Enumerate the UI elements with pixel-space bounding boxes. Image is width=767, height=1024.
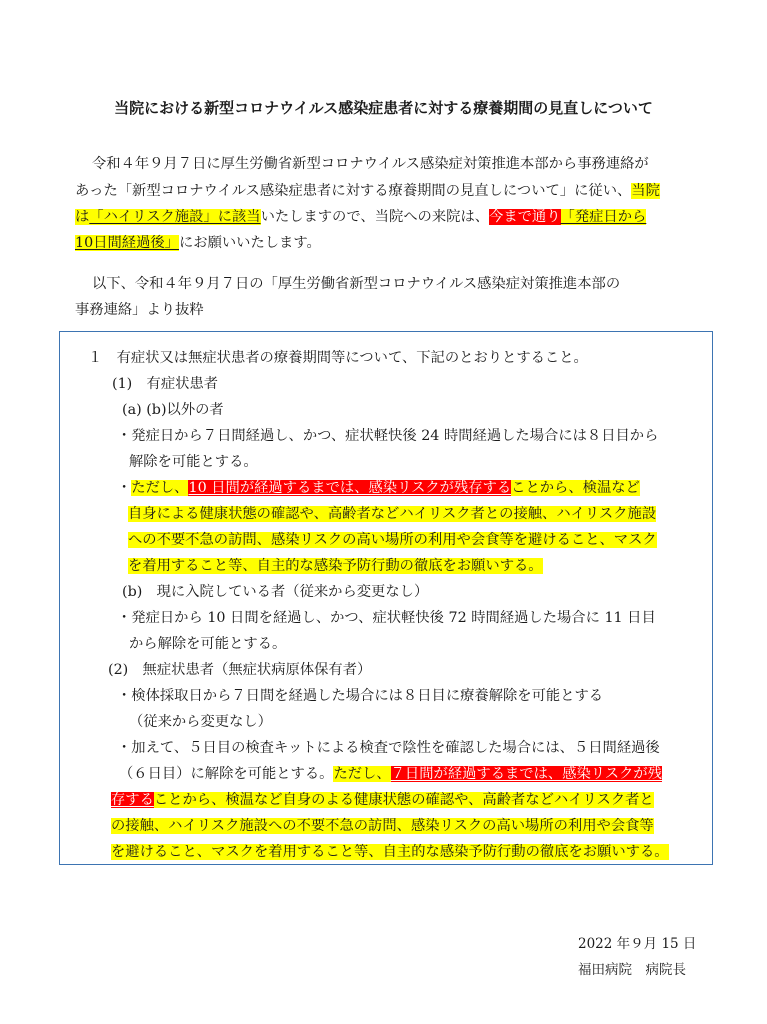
sub-a-bullet-2-line-4: を着用すること等、自主的な感染予防行動の徹底をお願いする。 xyxy=(128,558,543,574)
sub-a-bullet-2-line-3: への不要不急の訪問、感染リスクの高い場所の利用や会食等を避けること、マスク xyxy=(128,532,657,548)
sub-a-bullet-1-line-2: 解除を可能とする。 xyxy=(129,454,258,470)
highlight-7days-risk: ７日間が経過するまでは、感染リスクが残 xyxy=(390,766,662,782)
section-1-heading: (1) 有症状患者 xyxy=(112,376,219,392)
highlight-imamade: 今まで通り xyxy=(489,209,561,225)
sub-a-bullet-1-line-1: ・発症日から７日間経過し、かつ、症状軽快後 24 時間経過した場合には８日目から xyxy=(117,428,659,444)
document-date: 2022 年９月 15 日 xyxy=(578,936,697,952)
intro-line-1: 令和４年９月７日に厚生労働省新型コロナウイルス感染症対策推進本部から事務連絡が xyxy=(92,156,649,172)
sub-a-bullet-2-line-1: ・ただし、10 日間が経過するまでは、感染リスクが残存することから、検温など xyxy=(117,480,640,496)
section-2-bullet-2-line-5: を避けること、マスクを着用すること等、自主的な感染予防行動の徹底をお願いする。 xyxy=(111,844,669,860)
sub-b-heading: (b) 現に入院している者（従来から変更なし） xyxy=(122,584,429,600)
page-title: 当院における新型コロナウイルス感染症患者に対する療養期間の見直しについて xyxy=(114,99,653,117)
highlight-10days: 10日間経過後」 xyxy=(75,235,179,251)
item-1-heading: １ 有症状又は無症状患者の療養期間等について、下記のとおりとすること。 xyxy=(88,350,588,366)
section-2-bullet-2-line-3: 存することから、検温など自身のよる健康状態の確認や、高齢者などハイリスク者と xyxy=(111,792,654,808)
highlight-high-risk: 「ハイリスク施設」に該当 xyxy=(89,209,261,225)
section-2-bullet-2-line-1: ・加えて、５日目の検査キットによる検査で陰性を確認した場合には、５日間経過後 xyxy=(117,740,660,756)
sub-b-bullet-line-2: から解除を可能とする。 xyxy=(129,636,287,652)
section-2-bullet-1-line-1: ・検体採取日から７日間を経過した場合には８日目に療養解除を可能とする xyxy=(117,688,604,704)
section-2-bullet-2-line-4: の接触、ハイリスク施設への不要不急の訪問、感染リスクの高い場所の利用や会食等 xyxy=(111,818,654,834)
section-2-bullet-2-line-2: （６日目）に解除を可能とする。ただし、７日間が経過するまでは、感染リスクが残 xyxy=(119,766,662,782)
excerpt-line-1: 以下、令和４年９月７日の「厚生労働省新型コロナウイルス感染症対策推進本部の xyxy=(92,276,621,292)
sub-a-heading: (a) (b)以外の者 xyxy=(122,402,224,418)
signature: 福田病院 病院長 xyxy=(578,962,686,978)
highlight-hasshobi: 「発症日から xyxy=(560,209,647,225)
highlight-10days-risk: 10 日間が経過するまでは、感染リスクが残存する xyxy=(188,480,512,496)
sub-b-bullet-line-1: ・発症日から 10 日間を経過し、かつ、症状軽快後 72 時間経過した場合に 11 日目 xyxy=(117,610,656,626)
intro-line-4: 10日間経過後」にお願いいたします。 xyxy=(75,235,321,251)
sub-a-bullet-2-line-2: 自身による健康状態の確認や、高齢者などハイリスク者との接触、ハイリスク施設 xyxy=(128,506,657,522)
section-2-heading: (2) 無症状患者（無症状病原体保有者） xyxy=(108,662,372,678)
excerpt-line-2: 事務連絡」より抜粋 xyxy=(75,302,204,318)
intro-line-3: は「ハイリスク施設」に該当いたしますので、当院への来院は、今まで通り「発症日から xyxy=(75,209,647,225)
highlight-touin: 当院 xyxy=(631,183,660,199)
intro-line-2: あった「新型コロナウイルス感染症患者に対する療養期間の見直しについて」に従い、当院 xyxy=(75,183,660,199)
section-2-bullet-1-line-2: （従来から変更なし） xyxy=(129,714,272,730)
